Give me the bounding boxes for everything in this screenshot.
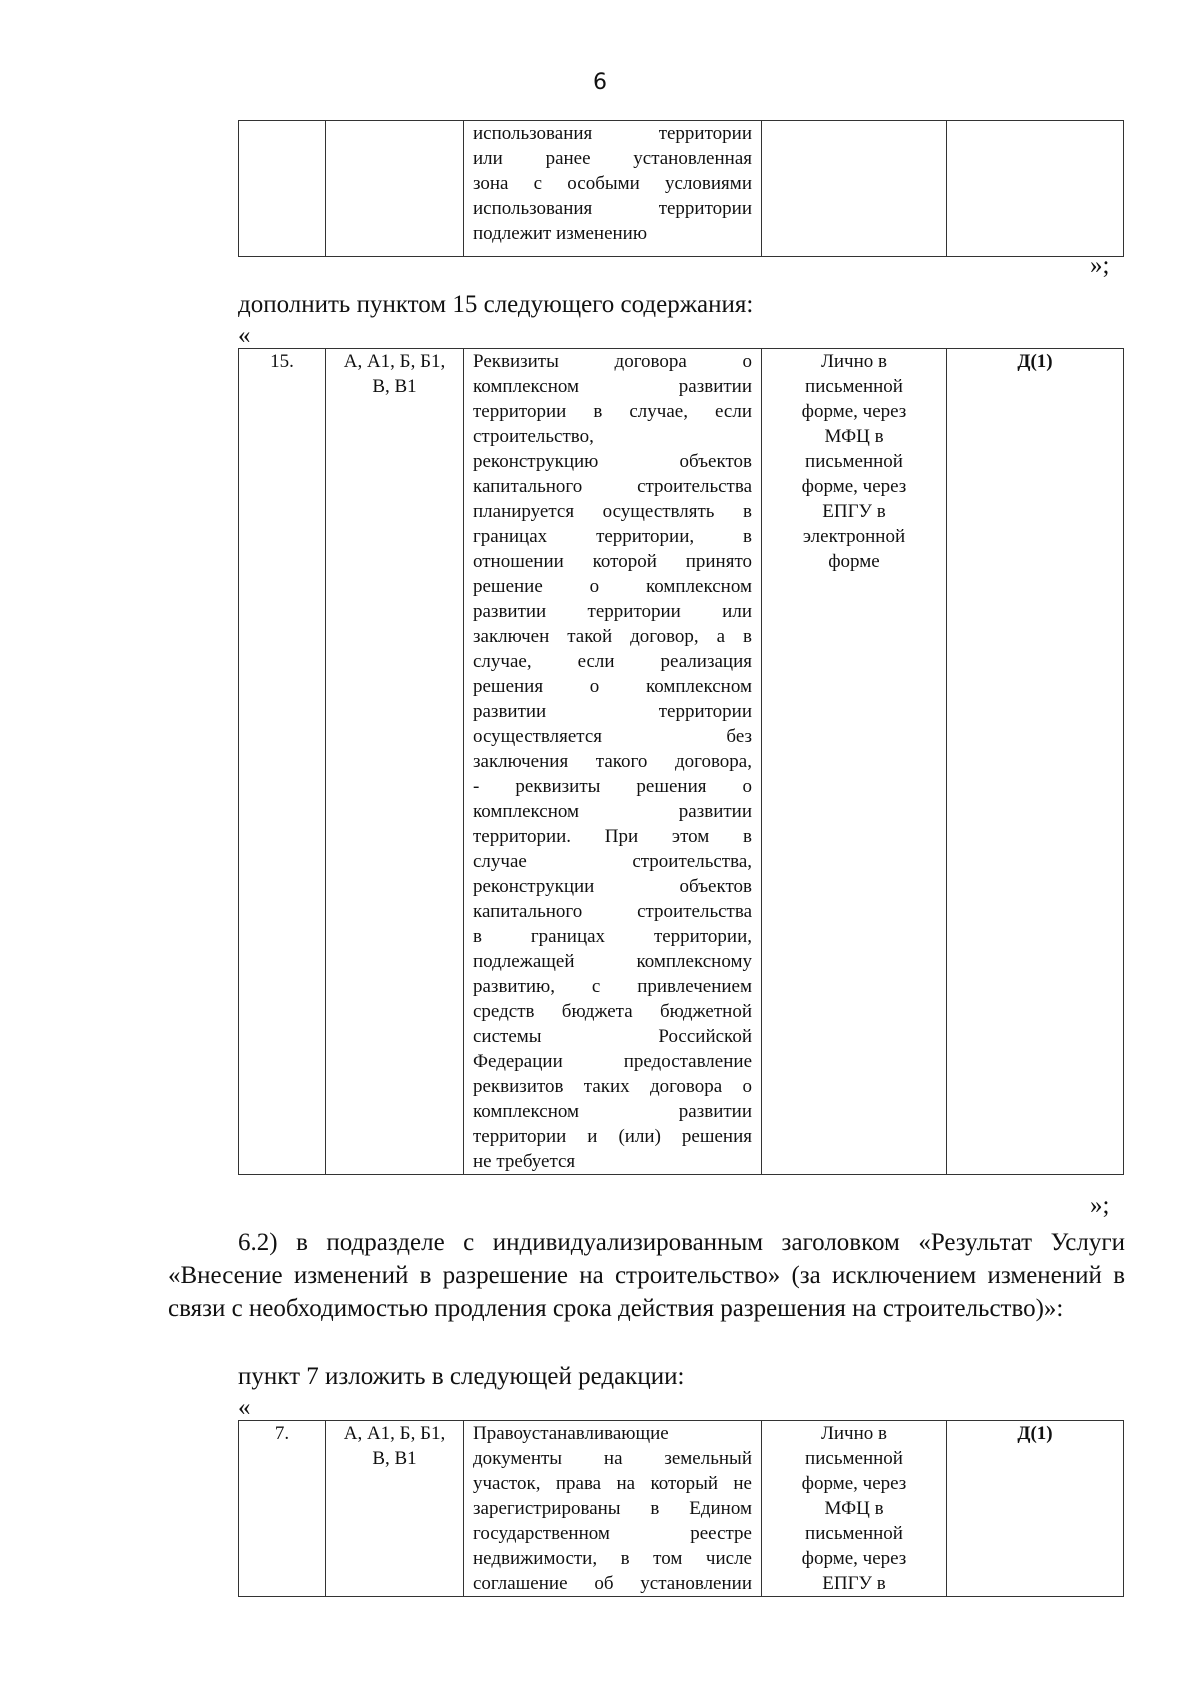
doc-line: границах территории, в [473,526,752,547]
doc-line: системы Российской [473,1026,752,1047]
cell-categories: А, А1, Б, Б1, В, В1 [326,349,464,1175]
doc-line: комплексном развитии [473,801,752,822]
method-line: ЕПГУ в [822,1573,886,1594]
page-number: 6 [593,70,607,95]
cell-method [762,121,947,257]
doc-line: подлежит изменению [473,223,648,244]
cell-categories [326,121,464,257]
doc-line: в границах территории, [473,926,752,947]
doc-line: или ранее установленная [473,148,752,169]
doc-line: капитального строительства [473,476,752,497]
doc-line: развитию, с привлечением [473,976,752,997]
intro-paragraph: пункт 7 изложить в следующей редакции: [238,1363,685,1390]
doc-line: развитии территории или [473,601,752,622]
method-line: форме, через [801,1473,907,1494]
doc-line: заключения такого договора, [473,751,752,772]
doc-line: реквизитов таких договора о [473,1076,752,1097]
doc-line: территории и (или) решения [473,1126,752,1147]
doc-line: зона с особыми условиями [473,173,752,194]
doc-line: случае, если реализация [473,651,752,672]
method-line: форме [828,551,880,572]
cell-method [762,1421,947,1597]
doc-line: строительство, [473,426,594,447]
doc-line: подлежащей комплексному [473,951,752,972]
cell-method [762,349,947,1175]
doc-line: развитии территории [473,701,752,722]
table-continuation [238,120,1124,257]
cell-code [947,121,1124,257]
method-line: ЕПГУ в [822,501,886,522]
method-line: Лично в [821,351,887,372]
doc-line: территории. При этом в [473,826,752,847]
method-line: письменной [805,1523,903,1544]
doc-line: реконструкции объектов [473,876,752,897]
table-row [239,121,1124,257]
method-line: форме, через [801,1548,907,1569]
doc-line: государственном реестре [473,1523,752,1544]
method-line: МФЦ в [824,426,884,447]
doc-line: комплексном развитии [473,376,752,397]
closing-quote: »; [1090,252,1110,279]
doc-line: Реквизиты договора о [473,351,752,372]
doc-line: зарегистрированы в Едином [473,1498,752,1519]
doc-line: использования территории [473,198,752,219]
cell-code: Д(1) [947,1421,1124,1597]
method-line: электронной [802,526,906,547]
cell-num: 15. [239,349,326,1175]
closing-quote: »; [1090,1192,1110,1219]
doc-line: реконструкцию объектов [473,451,752,472]
paragraph-text: 6.2) в подразделе с индивидуализированным заголовком «Результат Услуги «Внесение изменений в разрешение на строительство» (за исключением изменений в связи с необходимостью продления срока действия разрешения на строительство)»: [168,1229,1125,1322]
doc-line: Федерации предоставление [473,1051,752,1072]
cell-document [464,121,762,257]
doc-line: планируется осуществлять в [473,501,752,522]
doc-line: отношении которой принято [473,551,752,572]
opening-quote: « [238,1394,251,1421]
doc-line: Правоустанавливающие [473,1423,669,1444]
method-line: письменной [805,1448,903,1469]
doc-line: комплексном развитии [473,1101,752,1122]
method-line: письменной [805,376,903,397]
doc-line: случае строительства, [473,851,752,872]
cell-num [239,121,326,257]
method-line: письменной [805,451,903,472]
doc-line: решение о комплексном [473,576,752,597]
doc-line: территории в случае, если [473,401,752,422]
intro-paragraph: дополнить пунктом 15 следующего содержания: [238,291,754,318]
doc-line: капитального строительства [473,901,752,922]
paragraph-6-2 [168,1226,1125,1325]
cell-num: 7. [239,1421,326,1597]
doc-line: документы на земельный [473,1448,752,1469]
method-line: форме, через [801,401,907,422]
cell-document [464,349,762,1175]
doc-line: осуществляется без [473,726,752,747]
doc-line: недвижимости, в том числе [473,1548,752,1569]
doc-line: решения о комплексном [473,676,752,697]
table-row-7 [238,1420,1124,1597]
table-row [239,1421,1124,1597]
table-row [239,349,1124,1175]
doc-line: не требуется [473,1151,576,1172]
doc-line: средств бюджета бюджетной [473,1001,752,1022]
doc-line: участок, права на который не [473,1473,752,1494]
opening-quote: « [238,322,251,349]
method-line: МФЦ в [824,1498,884,1519]
table-row-15 [238,348,1124,1175]
doc-line: соглашение об установлении [473,1573,752,1594]
doc-line: заключен такой договор, а в [473,626,752,647]
doc-line: - реквизиты решения о [473,776,752,797]
doc-line: использования территории [473,123,752,144]
cell-code: Д(1) [947,349,1124,1175]
method-line: Лично в [821,1423,887,1444]
cell-categories: А, А1, Б, Б1, В, В1 [326,1421,464,1597]
method-line: форме, через [801,476,907,497]
cell-document [464,1421,762,1597]
